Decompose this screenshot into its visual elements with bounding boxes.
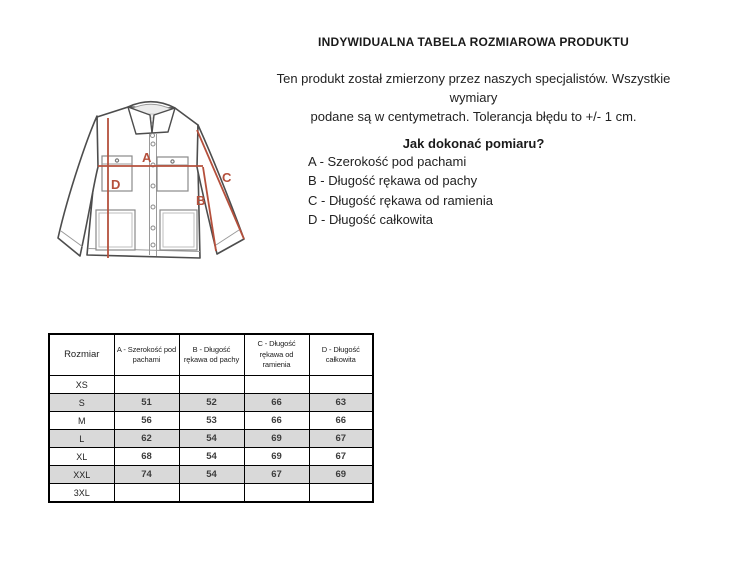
measurement-cell: 62: [114, 430, 179, 448]
guide-item: A - Szerokość pod pachami: [308, 154, 467, 169]
size-cell: M: [49, 412, 114, 430]
measurement-cell: 53: [179, 412, 244, 430]
measurement-cell: 52: [179, 394, 244, 412]
size-cell: S: [49, 394, 114, 412]
size-table: [48, 333, 374, 503]
measurement-cell: [244, 376, 309, 394]
column-header: C - Długość rękawa od ramienia: [244, 334, 309, 376]
measurement-cell: 54: [179, 466, 244, 484]
size-table-body: [49, 376, 373, 503]
measure-guide-list: [308, 152, 493, 230]
jacket-diagram: [50, 88, 260, 278]
size-table-header-row: [49, 334, 373, 376]
column-header: A - Szerokość pod pachami: [114, 334, 179, 376]
measurement-cell: 56: [114, 412, 179, 430]
measurement-cell: 74: [114, 466, 179, 484]
table-row: [49, 430, 373, 448]
table-row: [49, 412, 373, 430]
measurement-cell: 54: [179, 448, 244, 466]
measurement-cell: 67: [309, 448, 373, 466]
size-cell: XS: [49, 376, 114, 394]
measurement-cell: [309, 484, 373, 503]
measurement-cell: 69: [309, 466, 373, 484]
column-header: Rozmiar: [49, 334, 114, 376]
description: [255, 69, 692, 126]
measurement-cell: 63: [309, 394, 373, 412]
measure-label-d: D: [111, 177, 121, 192]
description-line-2: podane są w centymetrach. Tolerancja błędu to +/- 1 cm.: [310, 109, 637, 124]
table-row: [49, 376, 373, 394]
size-cell: XXL: [49, 466, 114, 484]
measurement-cell: [309, 376, 373, 394]
measurement-cell: [179, 376, 244, 394]
column-header: D - Długość całkowita: [309, 334, 373, 376]
size-cell: L: [49, 430, 114, 448]
measurement-cell: 54: [179, 430, 244, 448]
page-title: INDYWIDUALNA TABELA ROZMIAROWA PRODUKTU: [318, 35, 629, 49]
size-table-head: [49, 334, 373, 376]
measurement-cell: 66: [244, 412, 309, 430]
measurement-cell: 66: [244, 394, 309, 412]
measurement-cell: 69: [244, 430, 309, 448]
size-cell: XL: [49, 448, 114, 466]
column-header: B - Długość rękawa od pachy: [179, 334, 244, 376]
measurement-cell: 51: [114, 394, 179, 412]
jacket-illustration: [50, 88, 260, 278]
measurement-cell: [114, 484, 179, 503]
guide-item: C - Długość rękawa od ramienia: [308, 192, 493, 208]
measure-label-b: B: [196, 193, 206, 208]
measure-label-c: C: [222, 170, 232, 185]
measure-guide-heading: Jak dokonać pomiaru?: [402, 136, 545, 151]
table-row: [49, 466, 373, 484]
measure-label-a: A: [142, 150, 152, 165]
measurement-cell: 66: [309, 412, 373, 430]
guide-item: D - Długość całkowita: [308, 212, 433, 228]
measurement-cell: [244, 484, 309, 503]
measurement-cell: [179, 484, 244, 503]
guide-item: B - Długość rękawa od pachy: [308, 173, 478, 189]
table-row: [49, 448, 373, 466]
table-row: [49, 394, 373, 412]
measurement-cell: [114, 376, 179, 394]
description-line-1: Ten produkt został zmierzony przez naszych specjalistów. Wszystkie wymiary: [276, 71, 671, 105]
table-row: [49, 484, 373, 503]
measurement-cell: 68: [114, 448, 179, 466]
measurement-cell: 69: [244, 448, 309, 466]
measurement-cell: 67: [309, 430, 373, 448]
measurement-cell: 67: [244, 466, 309, 484]
size-cell: 3XL: [49, 484, 114, 503]
